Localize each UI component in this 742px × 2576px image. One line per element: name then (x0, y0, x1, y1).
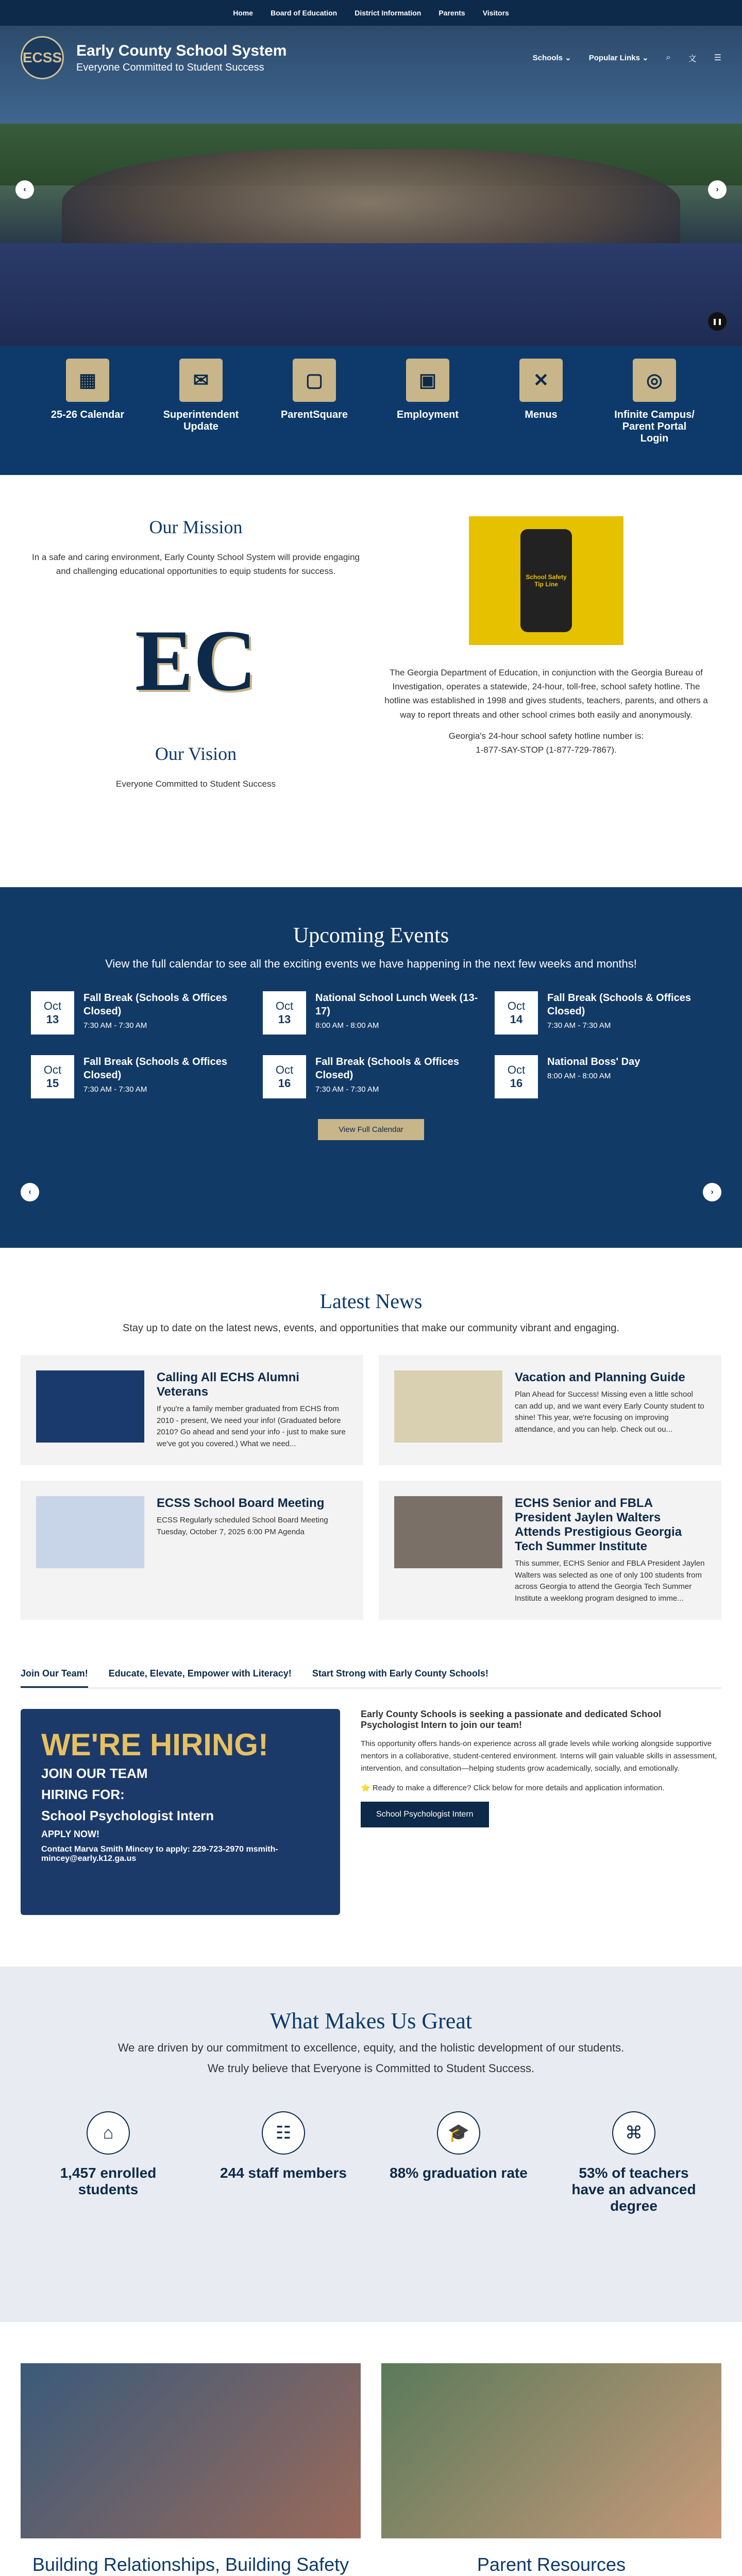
tab-literacy[interactable]: Educate, Elevate, Empower with Literacy! (108, 1668, 292, 1679)
site-tagline: Everyone Committed to Student Success (76, 61, 264, 73)
quick-link-label: Employment (396, 409, 459, 420)
quick-link-label: Menus (525, 409, 558, 420)
event-item[interactable] (263, 991, 479, 1035)
site-logo[interactable]: ECSS (21, 36, 64, 79)
news-section (0, 1248, 742, 1640)
hiring-apply: APPLY NOW! (41, 1829, 100, 1839)
tipline-label: School Safety Tip Line (520, 529, 572, 632)
view-calendar-button[interactable]: View Full Calendar (318, 1119, 424, 1140)
great-text-1: We are driven by our commitment to excellence, equity, and the holistic development of our students. (117, 2041, 625, 2054)
translate-icon[interactable]: 文 (688, 54, 697, 63)
event-item[interactable] (31, 991, 247, 1035)
event-item[interactable] (495, 1055, 711, 1098)
events-subtitle: View the full calendar to see all the exciting events we have happening in the next few weeks and months! (105, 957, 637, 970)
mission-section (0, 475, 742, 887)
event-day: 15 (46, 1077, 59, 1090)
events-section (0, 887, 742, 1248)
quick-links (0, 346, 742, 475)
hero-court (0, 243, 742, 346)
vision-text: Everyone Committed to Student Success (116, 779, 276, 789)
news-card[interactable] (21, 1481, 363, 1620)
hiring-contact: Contact Marva Smith Mincey to apply: 229-723-2970 msmith-mincey@early.k12.ga.us (41, 1845, 278, 1863)
event-time: 7:30 AM - 7:30 AM (83, 1085, 147, 1094)
search-icon[interactable]: ⌕ (666, 53, 671, 62)
mission-column (21, 516, 371, 867)
top-nav (0, 0, 742, 26)
menu-icon[interactable]: ☰ (714, 54, 721, 62)
event-title[interactable]: National School Lunch Week (13-17) (315, 992, 478, 1017)
site-header (21, 36, 721, 79)
parentsquare-icon: ▢ (293, 359, 336, 402)
stat-enrollment (36, 2111, 180, 2214)
news-image[interactable] (36, 1496, 144, 1568)
quick-link-label: Infinite Campus/ Parent Portal Login (614, 409, 695, 444)
stat-text: 244 staff members (220, 2165, 347, 2181)
quick-link-infinite-campus[interactable] (613, 359, 696, 475)
great-section (0, 1967, 742, 2322)
events-prev-button[interactable]: ‹ (21, 1183, 39, 1201)
event-title[interactable]: National Boss' Day (547, 1056, 640, 1067)
relationships-column (21, 2363, 361, 2576)
event-date (31, 991, 74, 1035)
stat-text: 1,457 enrolled students (60, 2165, 157, 2197)
school-icon: ⌂ (87, 2111, 130, 2155)
event-date (495, 991, 538, 1035)
hero-nav (533, 52, 721, 64)
news-card-title[interactable]: ECSS School Board Meeting (157, 1496, 325, 1510)
gbi-text: The Georgia Department of Education, in conjunction with the Georgia Bureau of Investigation, operates a statewide, 24-hour, toll-free, school safety hotline. The hotline was established in 1998 and gives students, teachers, parents, and others a way to report threats and other school crimes both easily and anonymously. (384, 668, 708, 720)
news-image[interactable] (394, 1370, 502, 1443)
event-title[interactable]: Fall Break (Schools & Offices Closed) (83, 1056, 227, 1081)
stat-staff (211, 2111, 356, 2214)
quick-link-calendar[interactable] (46, 359, 129, 475)
feature-tabs (21, 1661, 721, 1688)
event-title[interactable]: Fall Break (Schools & Offices Closed) (315, 1056, 459, 1081)
news-card-text: This summer, ECHS Senior and FBLA President Jaylen Walters was selected as one of only 100 students from across Georgia to attend the Georgia Tech Summer Institute a weeklong program designed to imme... (515, 1559, 705, 1603)
news-card[interactable] (21, 1355, 363, 1465)
nav-home[interactable]: Home (233, 9, 254, 17)
event-month: Oct (43, 999, 62, 1012)
nav-district[interactable]: District Information (355, 9, 421, 17)
tipline-image[interactable] (469, 516, 623, 645)
job-description: This opportunity offers hands-on experience across all grade levels while working alongside supportive mentors in a collaborative, student-centered environment. Interns will gain valuable skills in assessment, intervention, and consultation—helping students grow academically, socially, and emotionally. (361, 1739, 717, 1773)
news-card-title[interactable]: Vacation and Planning Guide (515, 1370, 685, 1384)
feature-columns (0, 2322, 742, 2576)
event-date (263, 1055, 306, 1098)
event-day: 13 (278, 1013, 291, 1026)
stats-row (21, 2111, 721, 2214)
staff-icon: ☷ (262, 2111, 305, 2155)
pause-icon[interactable]: ❚❚ (708, 312, 727, 331)
nav-parents[interactable]: Parents (439, 9, 465, 17)
quick-link-label: 25-26 Calendar (50, 409, 125, 420)
institution-icon: ⌘ (612, 2111, 655, 2155)
event-title[interactable]: Fall Break (Schools & Offices Closed) (547, 992, 691, 1017)
event-time: 7:30 AM - 7:30 AM (547, 1021, 611, 1030)
event-item[interactable] (263, 1055, 479, 1098)
site-title[interactable]: Early County School System (76, 42, 287, 59)
popular-links-menu[interactable]: Popular Links ⌄ (588, 54, 649, 62)
nav-board[interactable]: Board of Education (271, 9, 338, 17)
news-title: Latest News (319, 1290, 423, 1313)
event-item[interactable] (31, 1055, 247, 1098)
news-card-title[interactable]: Calling All ECHS Alumni Veterans (157, 1370, 299, 1399)
event-item[interactable] (495, 991, 711, 1035)
hero-next-button[interactable]: › (708, 180, 727, 199)
hotline-number: 1-877-SAY-STOP (1-877-729-7867). (476, 744, 617, 755)
event-title[interactable]: Fall Break (Schools & Offices Closed) (83, 992, 227, 1017)
hiring-join: JOIN OUR TEAM (41, 1766, 148, 1781)
quick-link-superintendent[interactable] (160, 359, 242, 475)
quick-link-label: Superintendent Update (163, 409, 239, 432)
news-card[interactable] (379, 1481, 721, 1620)
stat-graduation (386, 2111, 531, 2214)
tab-join-our-team[interactable]: Join Our Team! (21, 1661, 88, 1688)
newsletter-icon: ✉ (179, 359, 223, 402)
event-day: 13 (46, 1013, 59, 1026)
campus-icon: ◎ (633, 359, 676, 402)
news-card[interactable] (379, 1355, 721, 1465)
stat-text: 88% graduation rate (390, 2165, 528, 2181)
relationships-title: Building Relationships, Building Safety (32, 2554, 349, 2575)
events-next-button[interactable]: › (703, 1183, 721, 1201)
hero-prev-button[interactable]: ‹ (15, 180, 34, 199)
students-photo (21, 2363, 361, 2538)
briefcase-icon: ▣ (406, 359, 449, 402)
news-image[interactable] (36, 1370, 144, 1443)
job-text (361, 1709, 721, 1915)
event-date (263, 991, 306, 1035)
quick-link-label: ParentSquare (280, 409, 348, 420)
stat-degree (562, 2111, 706, 2214)
event-month: Oct (275, 999, 294, 1012)
vision-title: Our Vision (155, 743, 237, 765)
news-card-title[interactable]: ECHS Senior and FBLA President Jaylen Walters Attends Prestigious Georgia Tech Summer Institute (515, 1496, 682, 1553)
hiring-for: HIRING FOR: (41, 1787, 125, 1802)
graduation-cap-icon: 🎓 (437, 2111, 480, 2155)
job-heading: Early County Schools is seeking a passionate and dedicated School Psychologist Intern to join our team! (361, 1709, 662, 1730)
hiring-role: School Psychologist Intern (41, 1808, 214, 1823)
site-title-block (76, 42, 286, 74)
news-card-text: If you're a family member graduated from ECHS from 2010 - present, We need your info! (Graduated before 2010? Go ahead and send your info - just to make sure we've got you covered.) What we need... (157, 1404, 346, 1448)
quick-link-parentsquare[interactable] (273, 359, 356, 475)
event-day: 16 (278, 1077, 291, 1090)
parents-column (381, 2363, 721, 2576)
news-image[interactable] (394, 1496, 502, 1568)
job-cta: ⭐ Ready to make a difference? Click below for more details and application information. (361, 1784, 665, 1792)
safety-column (371, 516, 721, 867)
mission-text: In a safe and caring environment, Early County School System will provide engaging and challenging educational opportunities to equip students for success. (32, 552, 360, 577)
event-month: Oct (275, 1063, 294, 1076)
quick-link-employment[interactable] (386, 359, 469, 475)
family-photo (381, 2363, 721, 2538)
hiring-image (21, 1709, 340, 1915)
tab-start-strong[interactable]: Start Strong with Early County Schools! (312, 1668, 488, 1679)
nav-visitors[interactable]: Visitors (482, 9, 509, 17)
events-title: Upcoming Events (293, 924, 449, 947)
news-subtitle: Stay up to date on the latest news, events, and opportunities that make our community vibrant and engaging. (123, 1323, 619, 1334)
event-time: 7:30 AM - 7:30 AM (83, 1021, 147, 1030)
event-day: 14 (510, 1013, 523, 1026)
hero (0, 26, 742, 346)
event-time: 8:00 AM - 8:00 AM (315, 1021, 379, 1030)
hotline-label: Georgia's 24-hour school safety hotline number is: (448, 731, 644, 741)
great-text-2: We truly believe that Everyone is Committed to Student Success. (207, 2062, 535, 2075)
event-time: 7:30 AM - 7:30 AM (315, 1085, 379, 1094)
event-month: Oct (507, 1063, 526, 1076)
event-date (31, 1055, 74, 1098)
schools-menu[interactable]: Schools ⌄ (532, 54, 571, 62)
stat-text: 53% of teachers have an advanced degree (571, 2165, 696, 2214)
great-title: What Makes Us Great (269, 2008, 473, 2033)
calendar-icon: ▦ (66, 359, 109, 402)
event-day: 16 (510, 1077, 523, 1090)
news-grid (21, 1355, 721, 1620)
utensils-icon: ✕ (519, 359, 563, 402)
events-grid (21, 991, 721, 1098)
hiring-headline: WE'RE HIRING! (41, 1727, 268, 1762)
quick-link-menus[interactable] (500, 359, 582, 475)
news-card-text: ECSS Regularly scheduled School Board Meeting Tuesday, October 7, 2025 6:00 PM Agenda (157, 1516, 328, 1536)
school-psychologist-button[interactable]: School Psychologist Intern (361, 1802, 489, 1827)
event-time: 8:00 AM - 8:00 AM (547, 1072, 611, 1080)
job-section (0, 1688, 742, 1936)
event-month: Oct (507, 999, 526, 1012)
event-month: Oct (43, 1063, 62, 1076)
news-card-text: Plan Ahead for Success! Missing even a little school can add up, and we want every Early County student to shine! This year, we're focusing on improving attendance, and you can help. Check out ou... (515, 1390, 704, 1434)
ec-logo: EC (134, 612, 257, 709)
event-date (495, 1055, 538, 1098)
mission-title: Our Mission (149, 517, 243, 537)
parents-title: Parent Resources (477, 2554, 626, 2575)
